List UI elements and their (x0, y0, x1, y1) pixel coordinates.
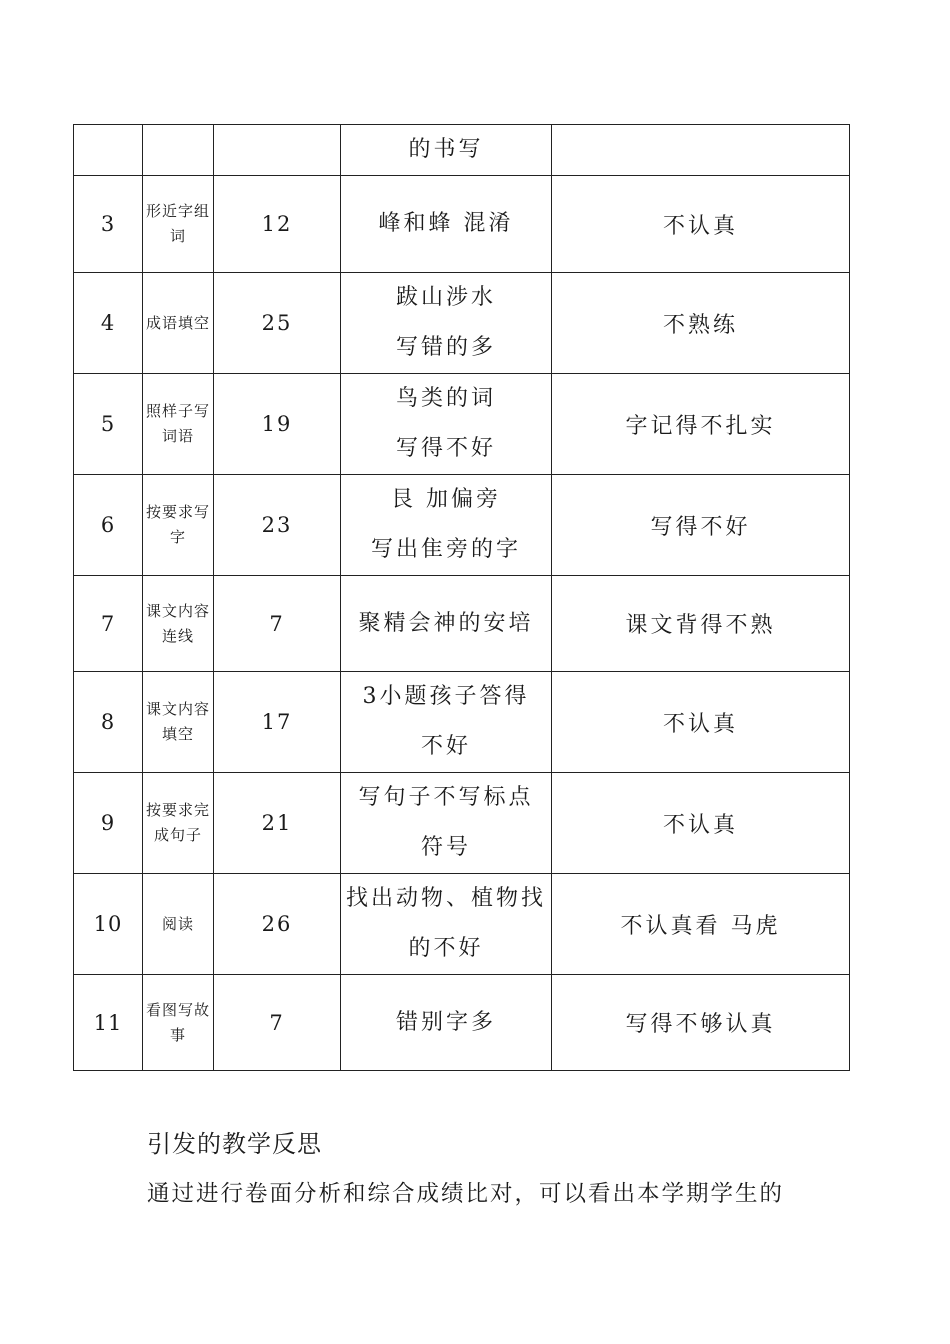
error-line: 符号 (420, 835, 471, 860)
error-line: 艮 加偏旁 (391, 487, 501, 512)
question-type: 看图写故事 (143, 975, 214, 1071)
error-reason: 不认真 (552, 176, 850, 273)
question-number: 5 (74, 374, 143, 475)
table-row (74, 475, 850, 576)
body-paragraph: 通过进行卷面分析和综合成绩比对，可以看出本学期学生的 (147, 1181, 785, 1207)
error-description (341, 273, 552, 374)
question-number: 10 (74, 874, 143, 975)
question-type: 照样子写词语 (143, 374, 214, 475)
error-count: 25 (214, 273, 341, 374)
error-line: 跋山涉水 (395, 285, 496, 310)
question-type: 按要求完成句子 (143, 773, 214, 874)
error-count: 21 (214, 773, 341, 874)
error-line: 鸟类的词 (395, 386, 496, 411)
error-count: 23 (214, 475, 341, 576)
error-description (341, 975, 552, 1071)
table-row (74, 773, 850, 874)
error-reason: 不认真 (552, 773, 850, 874)
error-line: 不好 (420, 734, 471, 759)
question-type: 形近字组词 (143, 176, 214, 273)
error-reason: 写得不够认真 (552, 975, 850, 1071)
error-description (341, 576, 552, 672)
error-line: 写得不好 (395, 436, 496, 461)
question-type (143, 125, 214, 176)
error-line: 写句子不写标点 (358, 785, 534, 810)
table-row (74, 672, 850, 773)
error-description (341, 475, 552, 576)
table-row (74, 273, 850, 374)
error-count: 17 (214, 672, 341, 773)
question-number: 4 (74, 273, 143, 374)
question-type: 阅读 (143, 874, 214, 975)
question-type: 课文内容连线 (143, 576, 214, 672)
error-description (341, 874, 552, 975)
error-line: 峰和蜂 混淆 (378, 211, 514, 236)
question-type: 成语填空 (143, 273, 214, 374)
question-number: 8 (74, 672, 143, 773)
error-line: 聚精会神的安培 (358, 610, 534, 636)
error-count: 19 (214, 374, 341, 475)
error-count: 26 (214, 874, 341, 975)
question-number: 7 (74, 576, 143, 672)
table-row (74, 975, 850, 1071)
question-number: 9 (74, 773, 143, 874)
error-reason (552, 125, 850, 176)
error-reason: 不认真看 马虎 (552, 874, 850, 975)
error-count: 7 (214, 975, 341, 1071)
error-reason: 课文背得不熟 (552, 576, 850, 672)
error-reason: 写得不好 (552, 475, 850, 576)
table-row (74, 125, 850, 176)
error-description (341, 672, 552, 773)
table-row (74, 874, 850, 975)
error-line: 的书写 (408, 137, 484, 162)
question-number: 3 (74, 176, 143, 273)
question-type: 课文内容填空 (143, 672, 214, 773)
section-title: 引发的教学反思 (147, 1130, 322, 1158)
error-reason: 不认真 (552, 672, 850, 773)
error-description (341, 176, 552, 273)
error-analysis-table (73, 124, 850, 1071)
error-count: 7 (214, 576, 341, 672)
question-type: 按要求写字 (143, 475, 214, 576)
error-line: 写出隹旁的字 (370, 537, 521, 562)
error-line: 3小题孩子答得 (362, 684, 530, 709)
question-number: 11 (74, 975, 143, 1071)
error-line: 找出动物、植物找 (345, 886, 546, 911)
error-count (214, 125, 341, 176)
error-reason: 不熟练 (552, 273, 850, 374)
error-description (341, 125, 552, 176)
error-count: 12 (214, 176, 341, 273)
error-description (341, 374, 552, 475)
table-row (74, 576, 850, 672)
error-line: 错别字多 (395, 1009, 496, 1035)
error-line: 的不好 (408, 936, 484, 961)
question-number: 6 (74, 475, 143, 576)
question-number (74, 125, 143, 176)
error-reason: 字记得不扎实 (552, 374, 850, 475)
table-row (74, 374, 850, 475)
error-line: 写错的多 (395, 335, 496, 360)
error-description (341, 773, 552, 874)
table-row (74, 176, 850, 273)
